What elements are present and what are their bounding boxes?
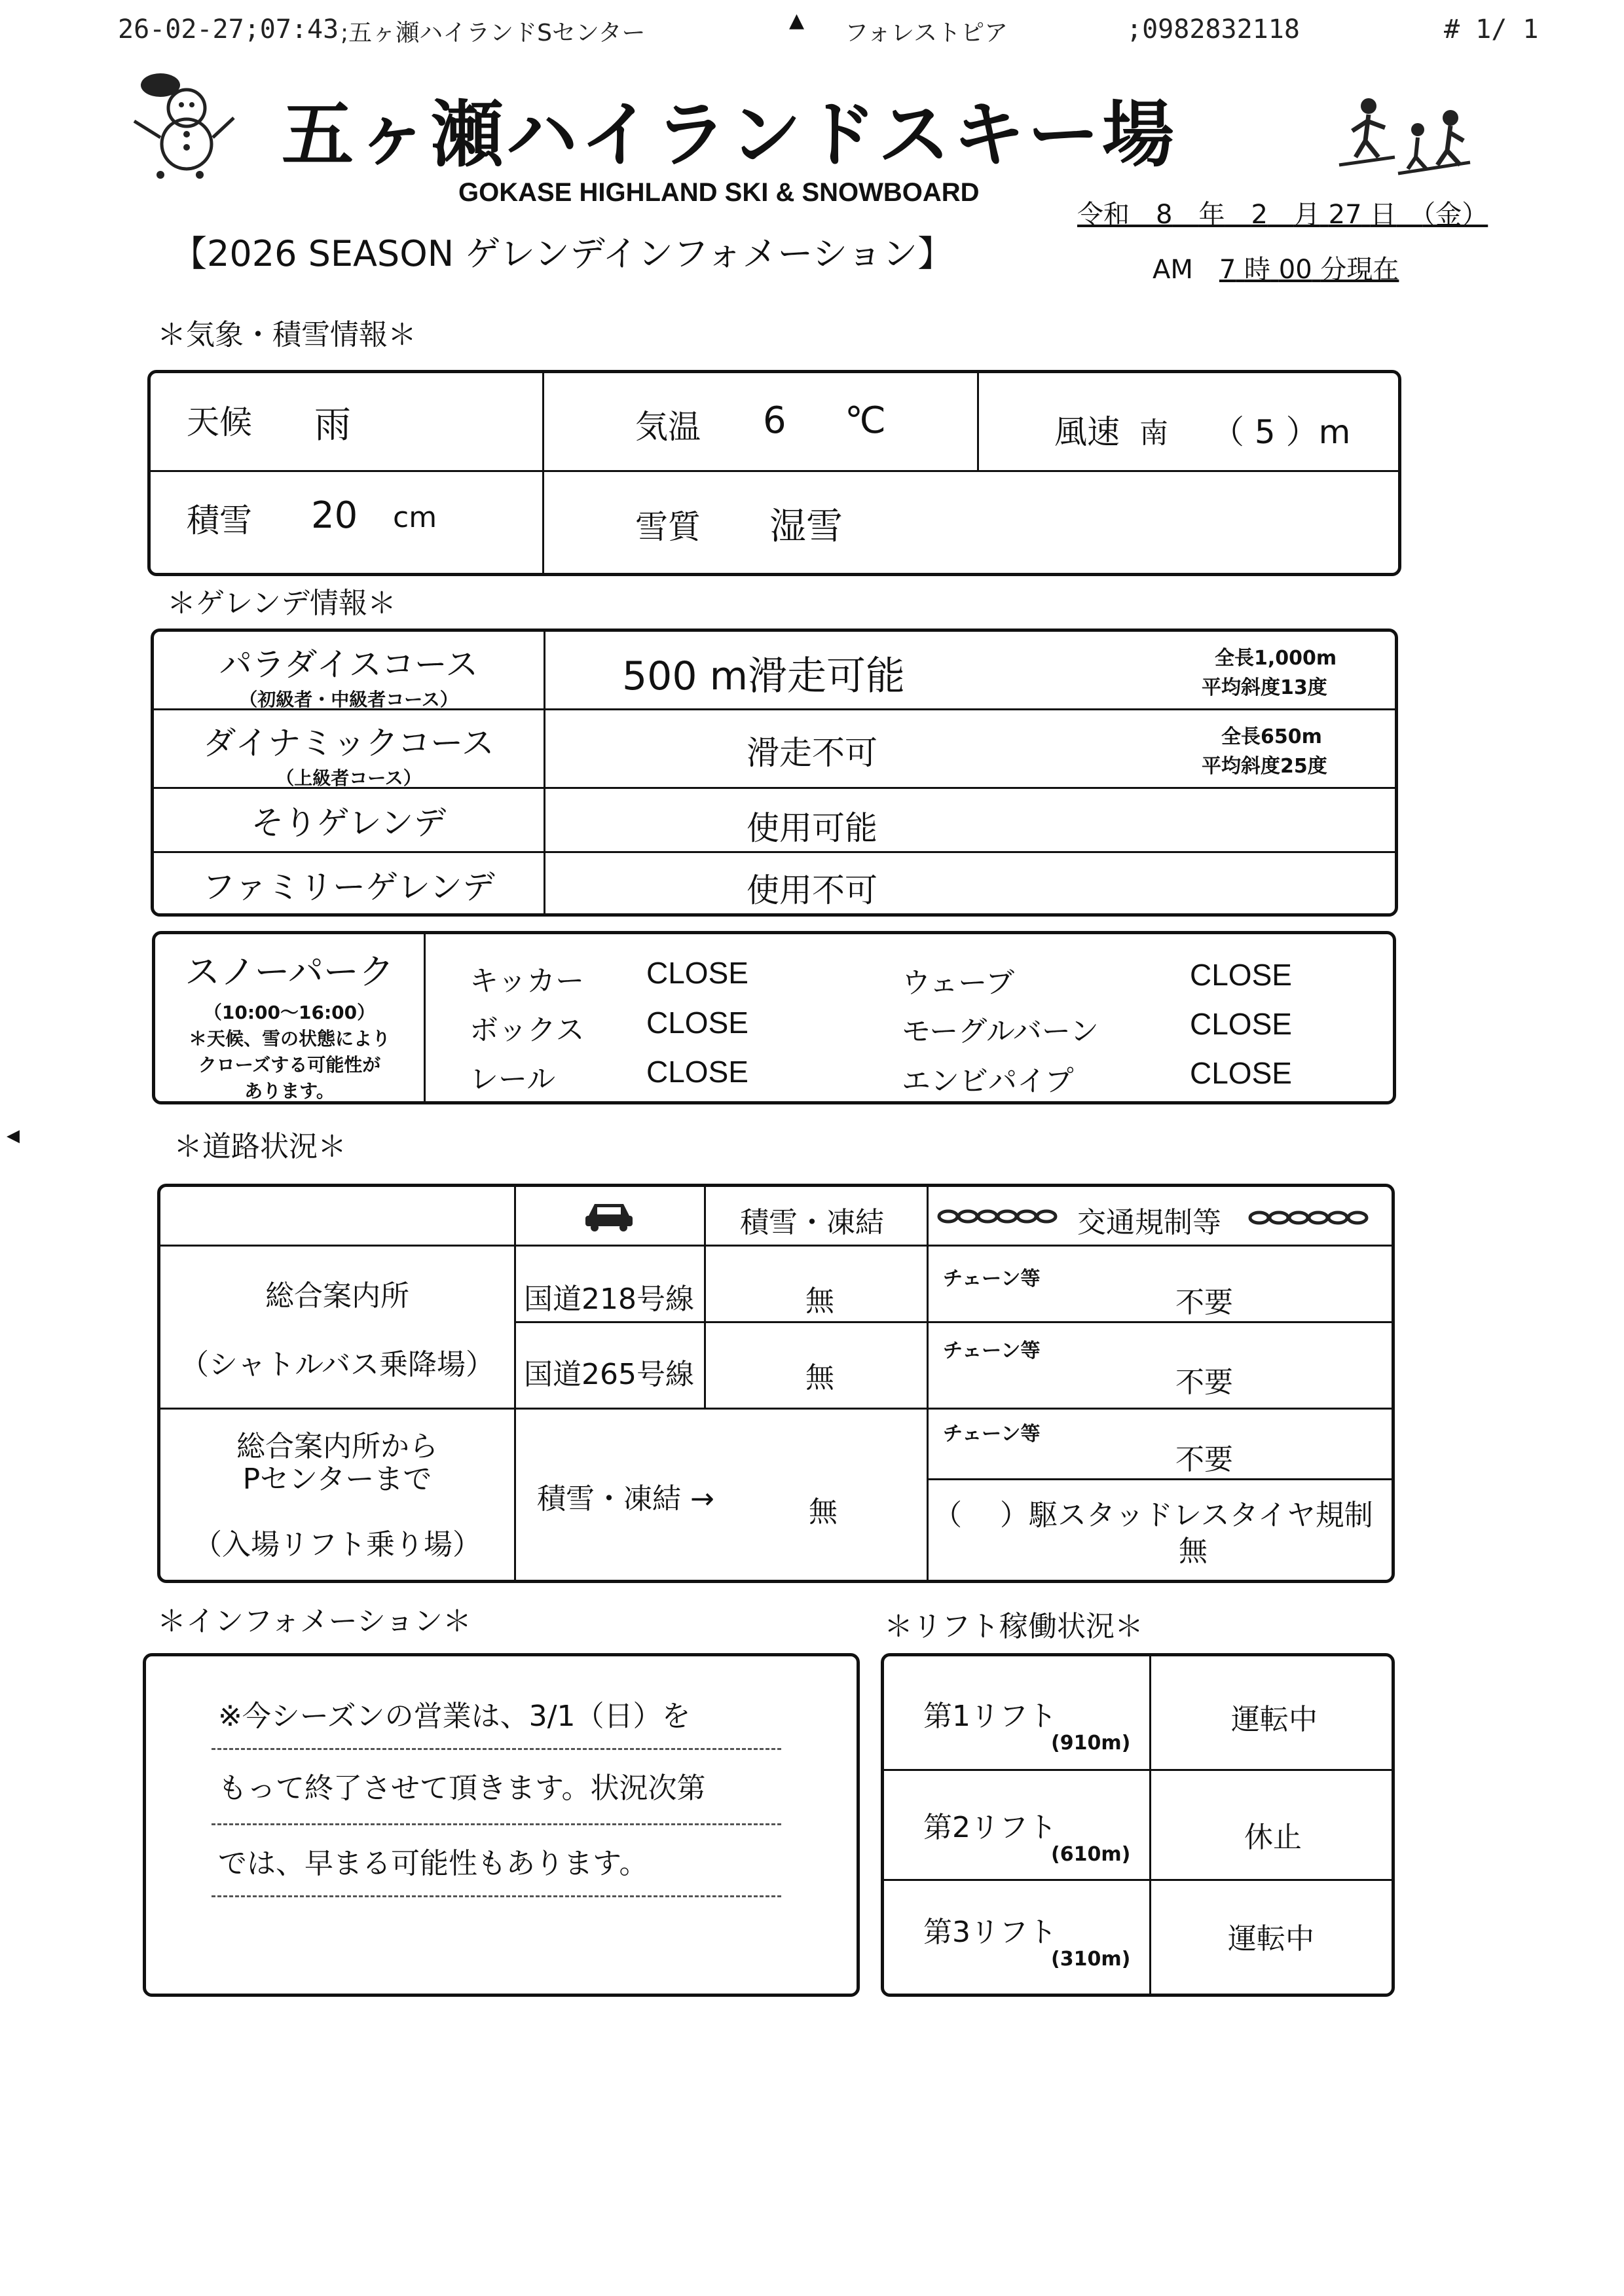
snowpark-title: スノーパーク (185, 951, 394, 993)
slope-status: 使用不可 (747, 871, 877, 909)
lift-name: 第2リフト (923, 1811, 1057, 1844)
chain-label: チェーン等 (943, 1423, 1041, 1446)
slope-status: 滑走不可 (747, 734, 877, 772)
info-line: では、早まる可能性もあります。 (218, 1847, 648, 1880)
fax-sender: ;五ヶ瀬ハイランドSセンター (341, 20, 646, 46)
slopes-section-title: ＊ゲレンデ情報＊ (167, 587, 397, 620)
snowpark-hours: （10:00〜16:00） (203, 1002, 376, 1023)
fax-page: # 1/ 1 (1444, 14, 1539, 45)
chain-status: 不要 (1175, 1286, 1233, 1319)
chain-status: 不要 (1175, 1366, 1233, 1399)
page-title: 五ヶ瀬ハイランドスキー場 (282, 93, 1177, 177)
park-item-status: CLOSE (1190, 1007, 1292, 1041)
road-snow-status: 無 (805, 1285, 834, 1318)
slope-status: 使用可能 (747, 809, 877, 847)
slope-level: （初級者・中級者コース） (239, 689, 458, 710)
fax-number: ;0982832118 (1126, 14, 1300, 45)
park-item-status: CLOSE (646, 1055, 748, 1089)
weather-section-title: ＊気象・積雪情報＊ (157, 318, 416, 352)
slope-row (154, 638, 544, 712)
road-route: 国道218号線 (524, 1283, 694, 1316)
snowpark-table (152, 931, 1396, 1104)
skiers-icon (1329, 92, 1473, 177)
slope-row (154, 717, 544, 790)
wind-speed: （ 5 ）m (1211, 413, 1351, 451)
snow-quality-label: 雪質 (635, 508, 701, 546)
slope-length: 全長1,000m (1215, 647, 1337, 670)
slope-length: 全長650m (1221, 725, 1322, 748)
snowman-logo-icon (121, 62, 239, 180)
lift-length: (910m) (1051, 1732, 1131, 1755)
weather-label: 天候 (187, 403, 252, 441)
car-icon (583, 1199, 635, 1233)
slope-name: ファミリーゲレンデ (202, 868, 495, 906)
temperature-unit: ℃ (845, 399, 886, 442)
road-location-note: （シャトルバス乗降場） (179, 1348, 495, 1381)
slope-status: 500 m滑走可能 (622, 653, 906, 699)
report-date: 令和 8 年 2 月 27 日 （金） (1077, 200, 1488, 230)
lift-status: 運転中 (1228, 1922, 1314, 1956)
slopes-table (151, 629, 1398, 917)
road-regulation-header: 交通規制等 (1077, 1206, 1221, 1239)
road-location: 総合案内所 (265, 1279, 409, 1313)
info-box (143, 1653, 860, 1997)
studless-regulation-label: （ ）駆スタッドレスタイヤ規制 (933, 1499, 1373, 1532)
slope-level: （上級者コース） (276, 767, 422, 789)
snow-depth-label: 積雪 (187, 501, 252, 539)
park-item-status: CLOSE (1190, 1056, 1292, 1090)
chain-icon (936, 1207, 1067, 1226)
park-item-status: CLOSE (646, 1006, 748, 1040)
lift-length: (310m) (1051, 1948, 1131, 1971)
info-section-title: ＊インフォメーション＊ (157, 1605, 472, 1638)
chain-status: 不要 (1175, 1443, 1233, 1476)
margin-marker-icon: ◀ (7, 1126, 20, 1146)
info-line: ※今シーズンの営業は、3/1（日）を (218, 1700, 691, 1733)
fax-marker-icon: ▲ (789, 9, 805, 32)
park-item-name: ウェーブ (902, 966, 1015, 1000)
park-item-status: CLOSE (646, 956, 748, 990)
snow-quality-value: 湿雪 (769, 505, 843, 548)
slope-gradient: 平均斜度13度 (1202, 676, 1327, 699)
roads-table (157, 1184, 1395, 1583)
road-snow-status: 無 (805, 1361, 834, 1394)
park-item-name: キッカー (470, 964, 585, 998)
season-title: 【2026 SEASON ゲレンデインフォメーション】 (172, 233, 953, 274)
chain-label: チェーン等 (943, 1267, 1041, 1290)
lift-status: 運転中 (1231, 1703, 1318, 1736)
road-route: 国道265号線 (524, 1358, 694, 1391)
snowpark-info (155, 944, 424, 1103)
park-item-name: レール (470, 1063, 556, 1096)
info-line: もって終了させて頂きます。状況次第 (218, 1772, 706, 1805)
fax-timestamp: 26-02-27;07:43 (118, 14, 339, 45)
chain-icon (1247, 1208, 1378, 1228)
snowpark-note: ＊天候、雪の状態により (188, 1028, 390, 1049)
lift-status: 休止 (1244, 1821, 1302, 1854)
snowpark-note: あります。 (244, 1080, 335, 1102)
road-location: Pセンターまで (242, 1463, 432, 1496)
temperature-label: 気温 (635, 408, 701, 446)
lift-name: 第3リフト (923, 1916, 1057, 1949)
park-item-name: モーグルバーン (902, 1015, 1099, 1048)
wind-label: 風速 (1054, 413, 1120, 451)
road-snow-status: 無 (809, 1495, 838, 1529)
studless-regulation-value: 無 (1179, 1535, 1208, 1568)
snow-depth-value: 20 (311, 494, 358, 537)
road-snow-header: 積雪・凍結 (740, 1206, 884, 1239)
fax-recipient: フォレストピア (845, 20, 1008, 46)
slope-name: パラダイスコース (219, 646, 479, 683)
temperature-value: 6 (763, 399, 786, 442)
slope-name: ダイナミックコース (203, 724, 494, 762)
lift-length: (610m) (1051, 1843, 1131, 1866)
slope-gradient: 平均斜度25度 (1202, 755, 1327, 778)
snow-depth-unit: cm (393, 501, 437, 534)
lift-name: 第1リフト (923, 1700, 1057, 1733)
slope-name: そりゲレンデ (251, 804, 447, 842)
snowpark-note: クローズする可能性が (198, 1054, 381, 1076)
weather-table (147, 370, 1401, 576)
park-item-name: ボックス (470, 1013, 585, 1047)
road-location: 総合案内所から (236, 1430, 438, 1463)
page-subtitle: GOKASE HIGHLAND SKI & SNOWBOARD (458, 178, 980, 207)
lifts-table (881, 1653, 1395, 1997)
report-time: AM 7 時 00 分現在 (1153, 255, 1399, 285)
park-item-status: CLOSE (1190, 958, 1292, 992)
lifts-section-title: ＊リフト稼働状況＊ (884, 1610, 1143, 1643)
weather-value: 雨 (314, 404, 351, 446)
road-snow-label: 積雪・凍結 → (537, 1482, 714, 1516)
chain-label: チェーン等 (943, 1339, 1041, 1362)
park-item-name: エンビパイプ (902, 1065, 1074, 1098)
roads-section-title: ＊道路状況＊ (174, 1130, 346, 1163)
road-location-note: （入場リフト乗り場） (193, 1528, 481, 1561)
wind-direction: 南 (1139, 416, 1168, 450)
